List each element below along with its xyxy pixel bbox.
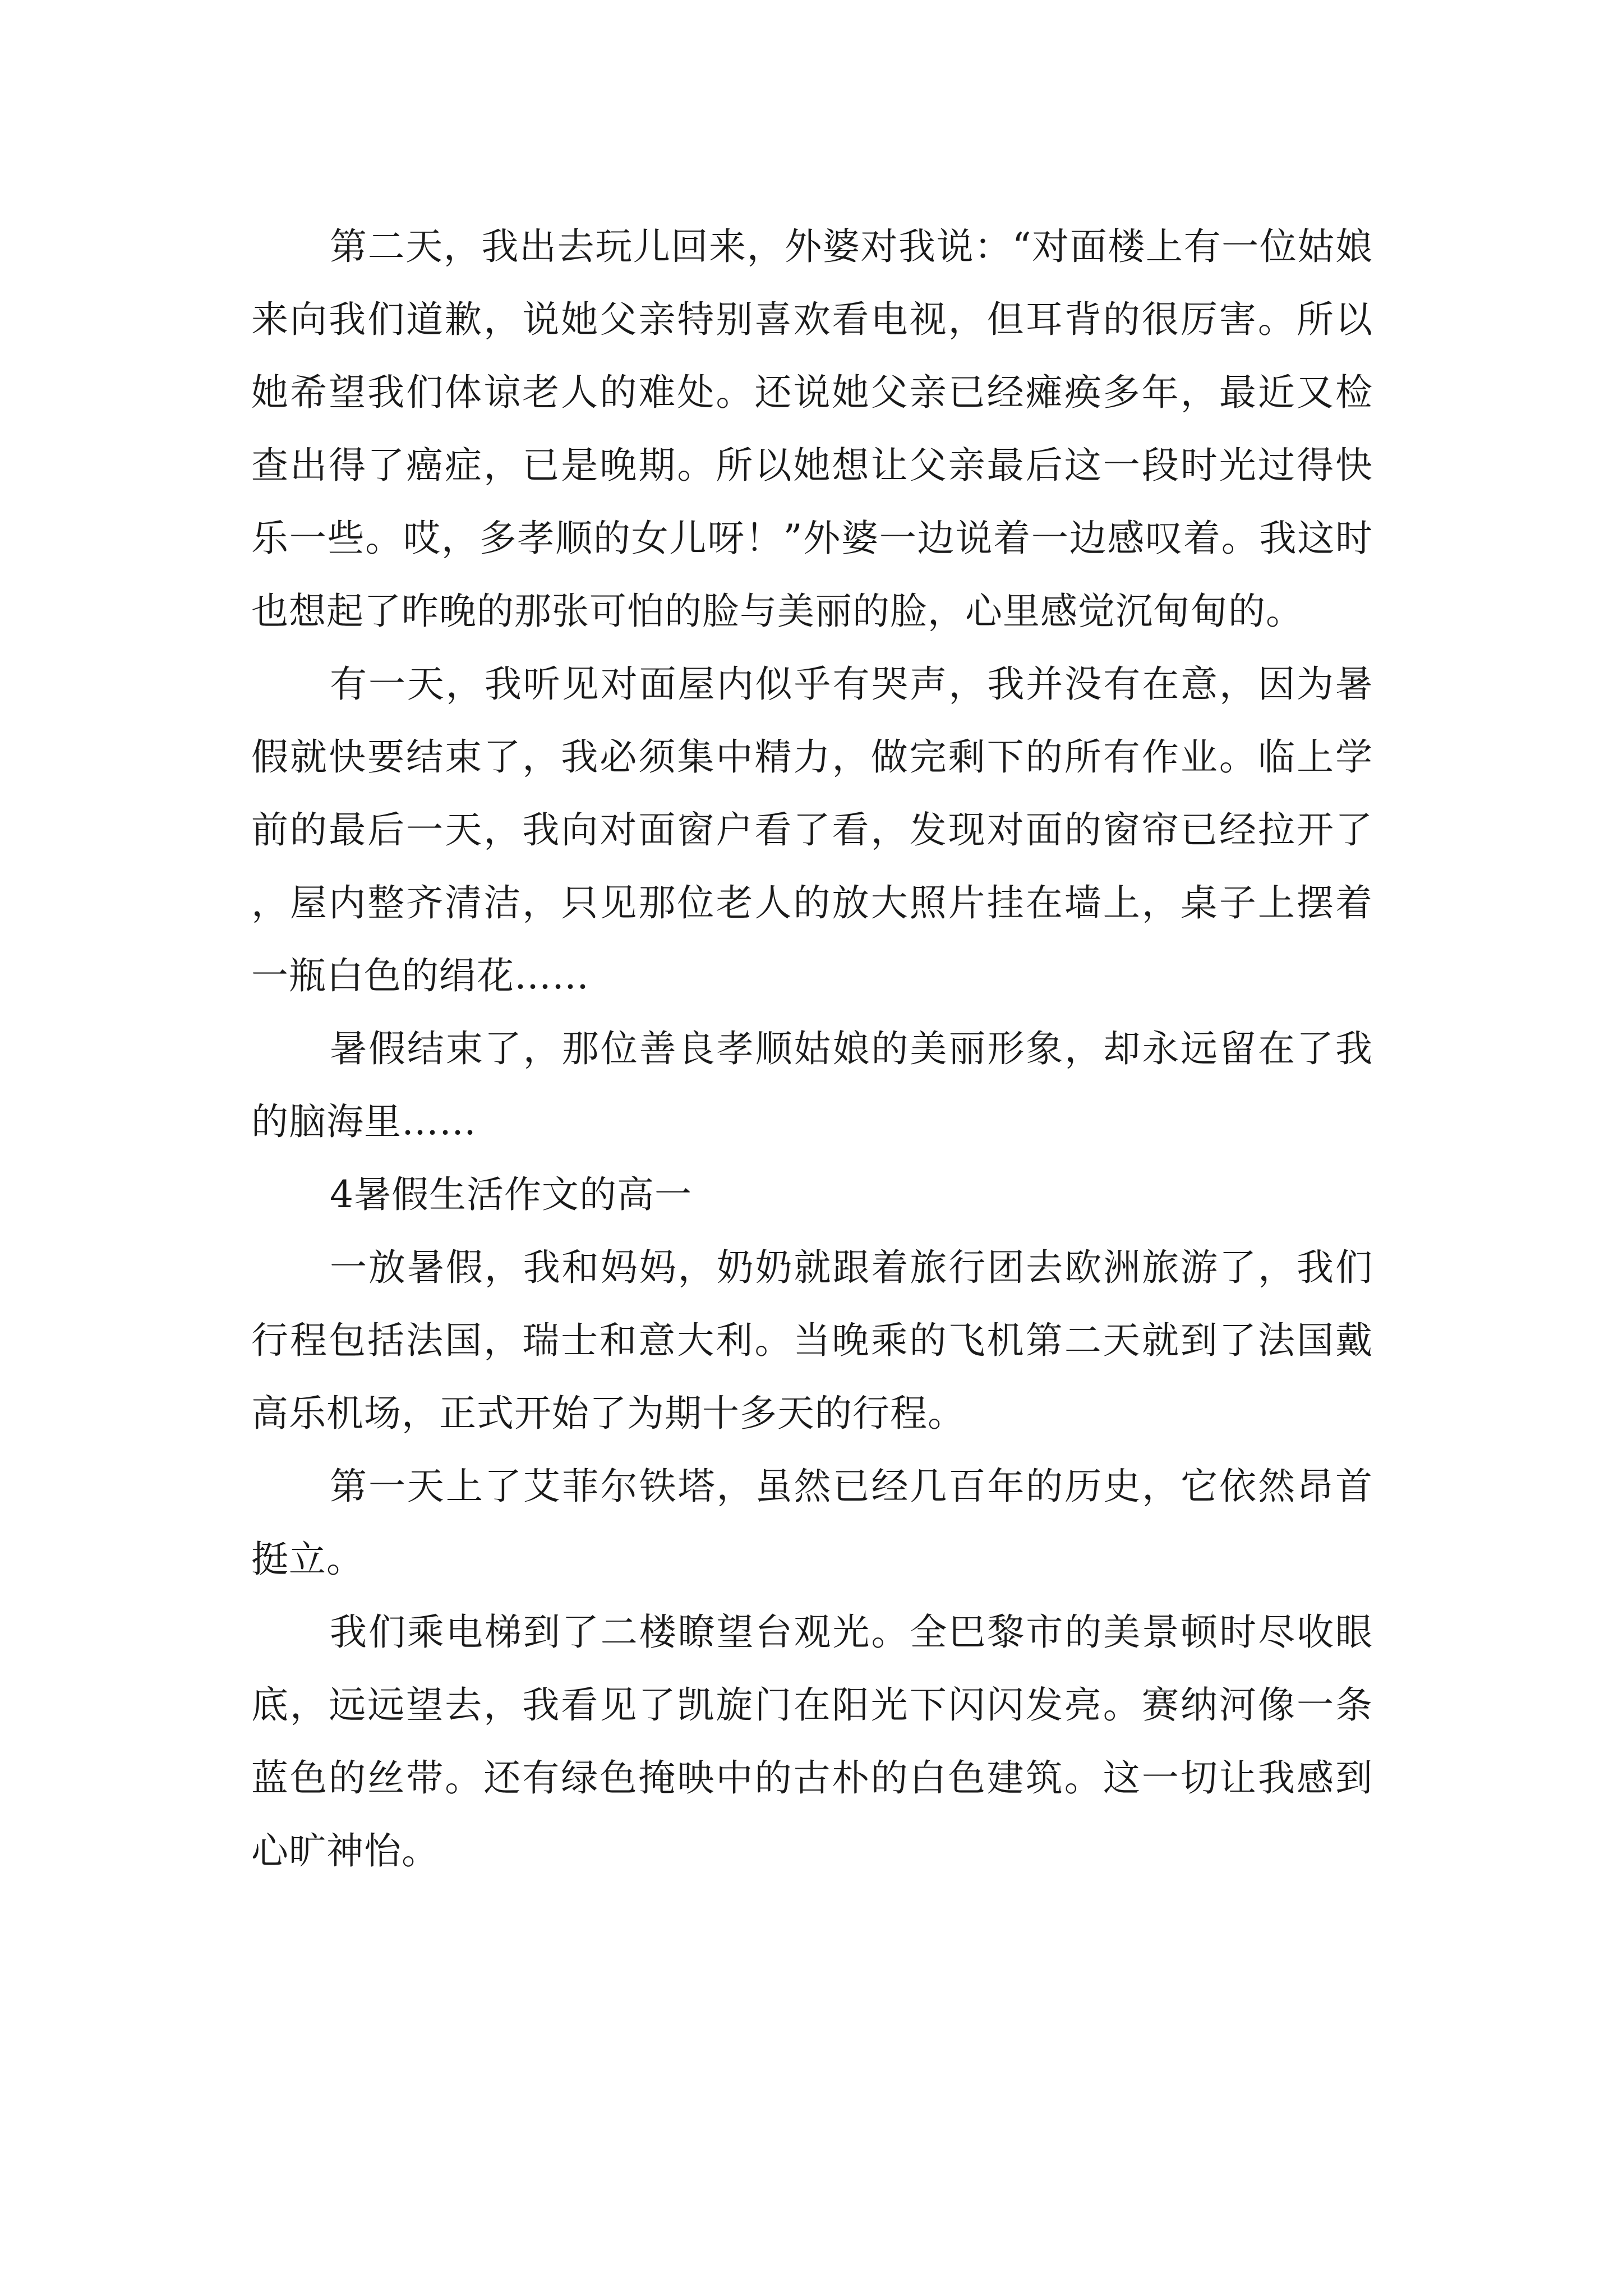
paragraph-one-day: 有一天，我听见对面屋内似乎有哭声，我并没有在意，因为暑假就快要结束了，我必须集中精力，做完剩下的所有作业。临上学前的最后一天，我向对面窗户看了看，发现对面的窗帘已经拉开了，屋内整齐清洁，只见那位老人的放大照片挂在墙上，桌子上摆着一瓶白色的绢花……	[251, 662, 1373, 997]
paragraph-eiffel-tower: 第一天上了艾菲尔铁塔，虽然已经几百年的历史，它依然昂首挺立。	[251, 1465, 1373, 1581]
section-heading: 4暑假生活作文的高一	[330, 1173, 692, 1216]
paragraph-summer-ends: 暑假结束了，那位善良孝顺姑娘的美丽形象，却永远留在了我的脑海里……	[251, 1027, 1373, 1143]
document-body	[251, 210, 1373, 1888]
paragraph-observation-deck: 我们乘电梯到了二楼瞭望台观光。全巴黎市的美景顿时尽收眼底，远远望去，我看见了凯旋门在阳光下闪闪发亮。赛纳河像一条蓝色的丝带。还有绿色掩映中的古朴的白色建筑。这一切让我感到心旷神怡。	[251, 1611, 1373, 1872]
paragraph-second-day: 第二天，我出去玩儿回来，外婆对我说：“对面楼上有一位姑娘来向我们道歉，说她父亲特别喜欢看电视，但耳背的很厉害。所以她希望我们体谅老人的难处。还说她父亲已经瘫痪多年，最近又检查出得了癌症，已是晚期。所以她想让父亲最后这一段时光过得快乐一些。哎，多孝顺的女儿呀！”外婆一边说着一边感叹着。我这时也想起了昨晚的那张可怕的脸与美丽的脸，心里感觉沉甸甸的。	[251, 225, 1373, 633]
paragraph-europe-trip: 一放暑假，我和妈妈，奶奶就跟着旅行团去欧洲旅游了，我们行程包括法国，瑞士和意大利。当晚乘的飞机第二天就到了法国戴高乐机场，正式开始了为期十多天的行程。	[251, 1246, 1373, 1435]
